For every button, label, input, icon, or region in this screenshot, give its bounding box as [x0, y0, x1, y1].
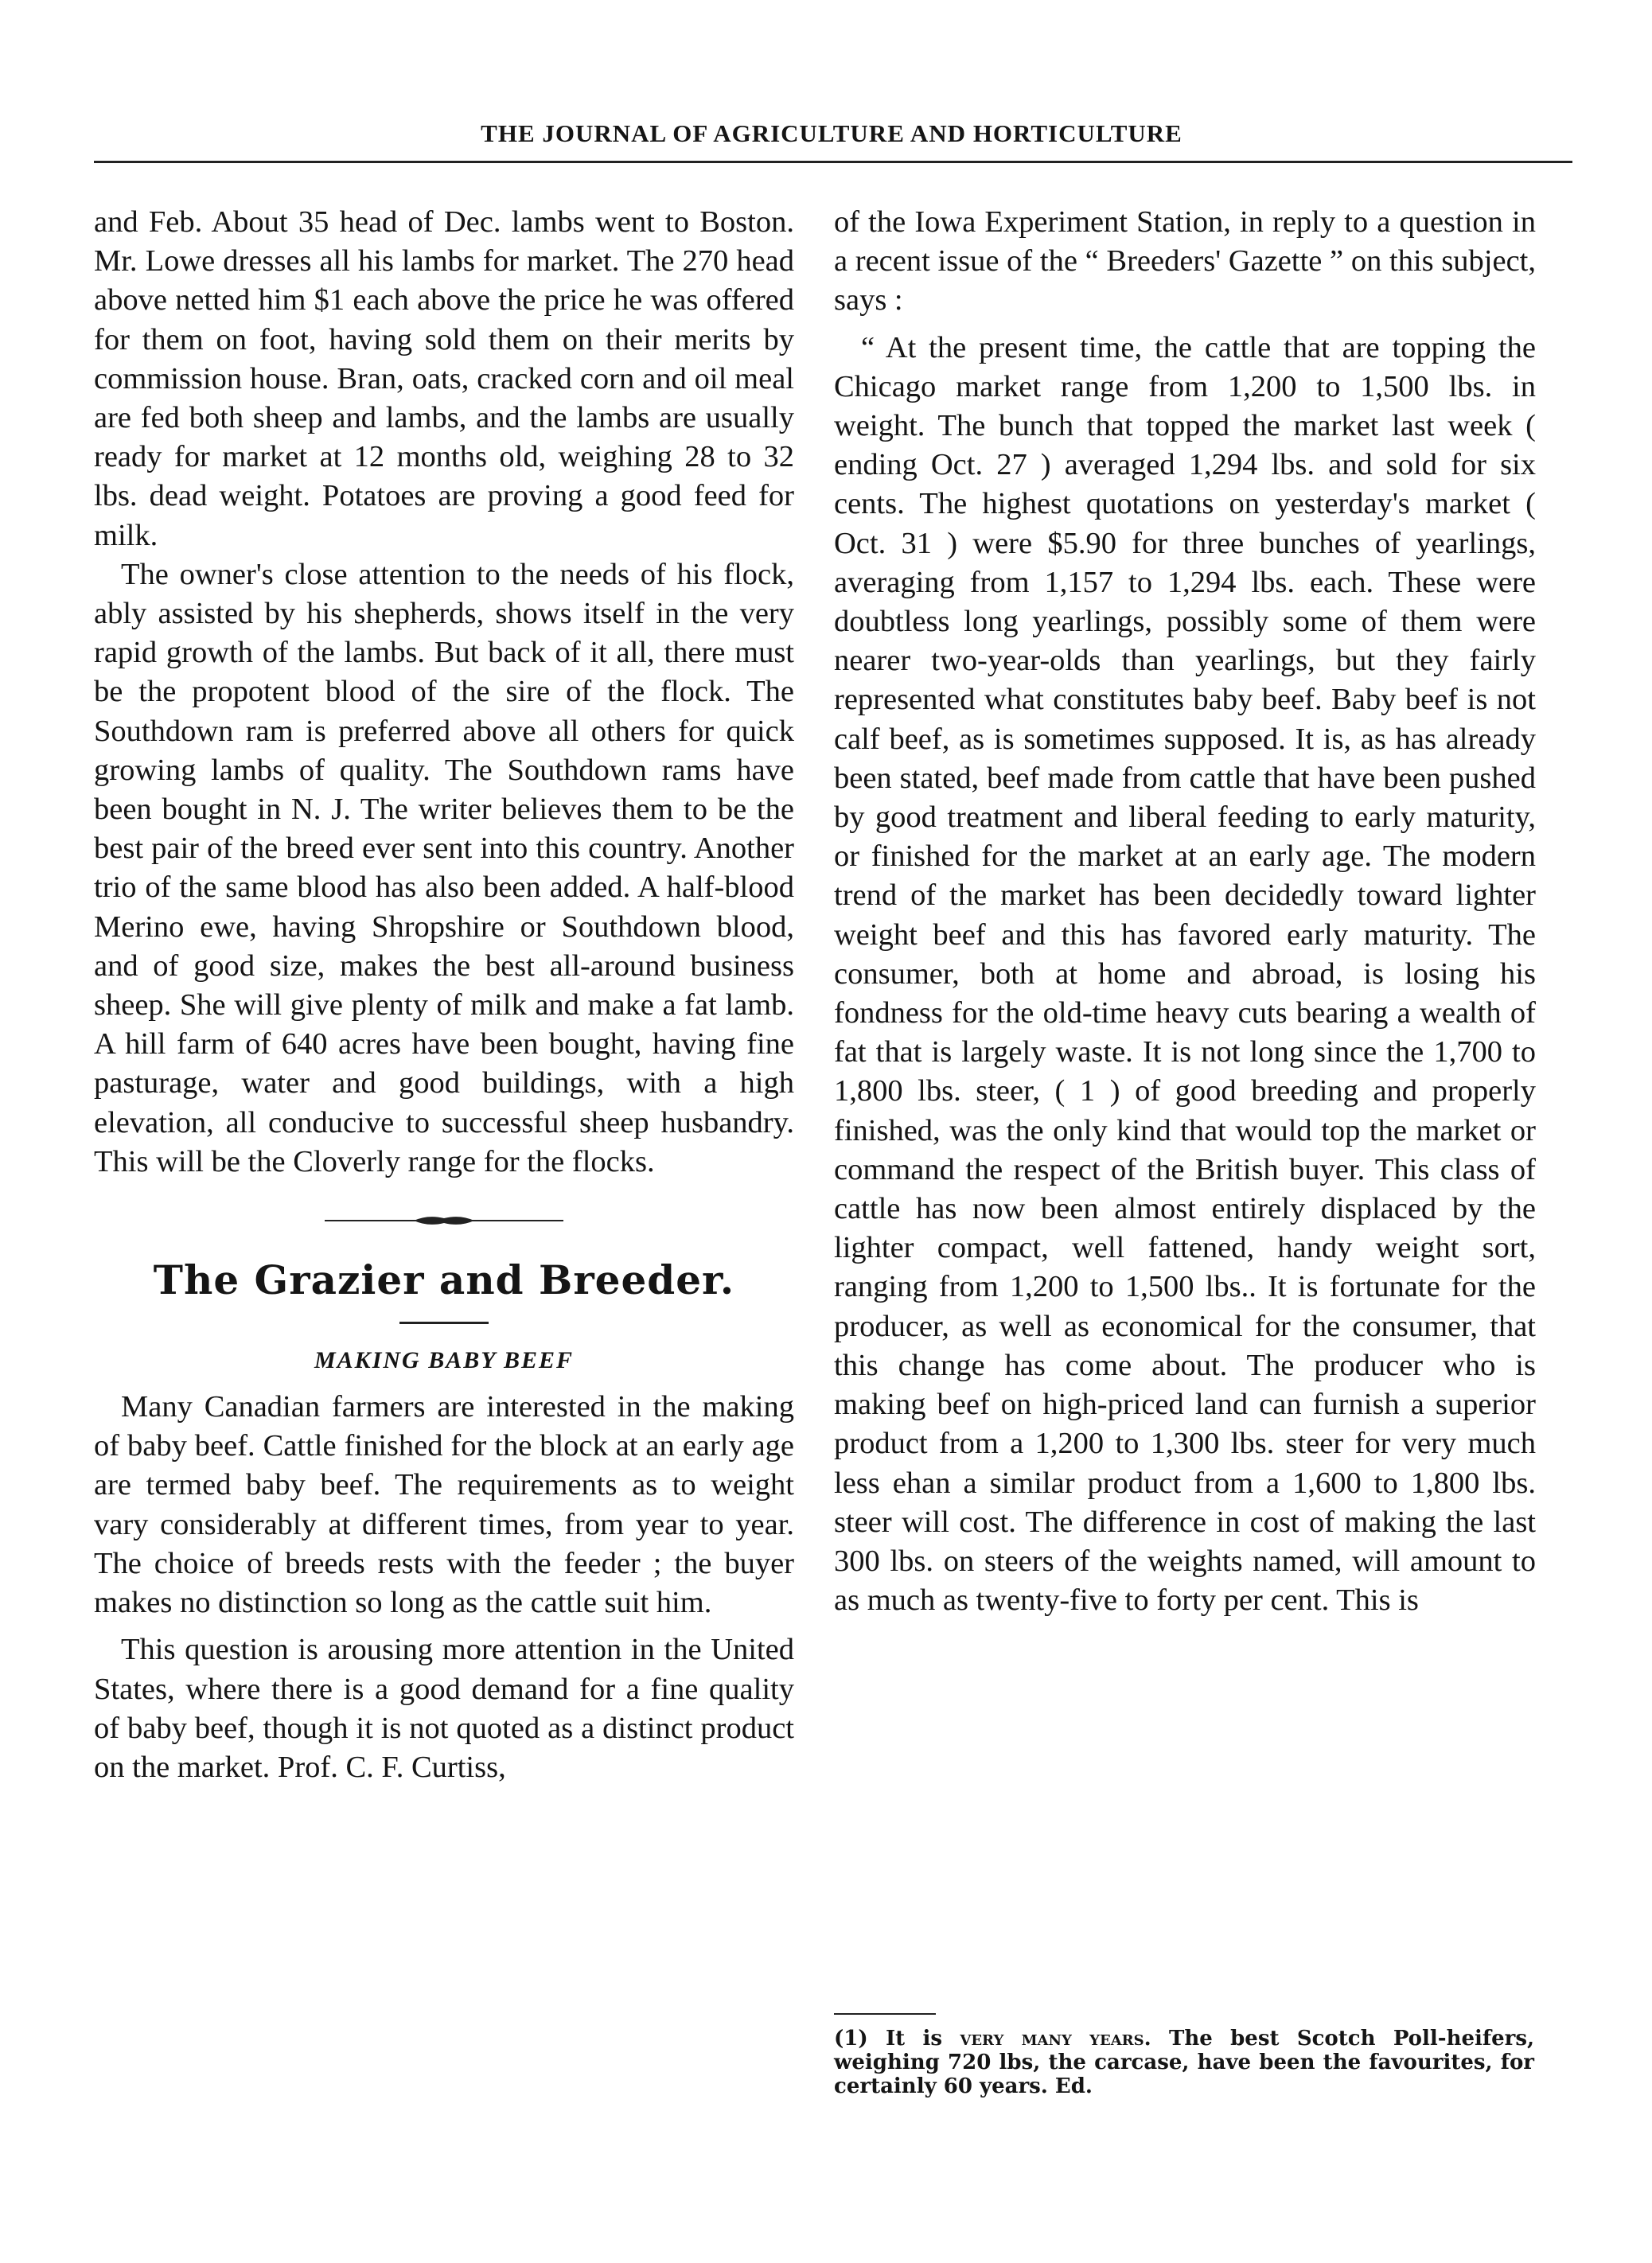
section-divider-ornament: [325, 1213, 563, 1228]
footnote-text: The best Scotch Poll-heifers, weighing 720 lbs, the carcase, have been the favourites, for certainly 60 years. Ed.: [834, 2027, 1535, 2098]
footnote-small-caps: very many years.: [960, 2027, 1151, 2051]
section-rule: [399, 1322, 489, 1324]
article-title: MAKING BABY BEEF: [314, 1347, 574, 1374]
paragraph-flock-care: The owner's close attention to the needs of his flock, ably assisted by his shepherds, shows itself in the very rapid growth of the lambs. But back of it all, there must be the propotent blood of the sire of the flock. The Southdown ram is preferred above all others for quick growing lambs of quality. The Southdown rams have been bought in N. J. The writer believes them to be the best pair of the breed ever sent into this country. Another trio of the same blood has also been added. A half-blood Merino ewe, having Shropshire or Southdown blood, and of good size, makes the best all-around business sheep. She will give plenty of milk and make a fat lamb. A hill farm of 640 acres have been bought, having fine pasturage, water and good buildings, with a high elevation, all conducive to successful sheep husbandry. This will be the Cloverly range for the flocks.: [94, 557, 794, 1178]
paragraph-sheep-feeding: and Feb. About 35 head of Dec. lambs went to Boston. Mr. Lowe dresses all his lambs for market. The 270 head above netted him $1 each above the price he was offered for them on foot, having sold them on their merits by commission house. Bran, oats, cracked corn and oil meal are fed both sheep and lambs, and the lambs are usually ready for market at 12 months old, weighing 28 to 32 lbs. dead weight. Potatoes are proving a good feed for milk.: [94, 205, 794, 552]
paragraph-baby-beef-intro: Many Canadian farmers are interested in the making of baby beef. Cattle finished for the block at an early age are termed baby beef. The requirements as to weight vary considerably at different times, from year to year. The choice of breeds rests with the feeder ; the buyer makes no distinction so long as the cattle suit him.: [94, 1390, 794, 1620]
footnote-rule: [834, 2013, 936, 2015]
paragraph-us-demand: This question is arousing more attention in the United States, where there is a good demand for a fine quality of baby beef, though it is not quoted as a distinct product on the market. Prof. C. F. Curtiss,: [94, 1633, 794, 1784]
section-heading: The Grazier and Breeder.: [153, 1256, 735, 1304]
footnote: [834, 2027, 1534, 2098]
right-column: [834, 203, 1536, 1620]
header-rule: [94, 161, 1572, 163]
left-column: [94, 203, 794, 1787]
paragraph-chicago-market: “ At the present time, the cattle that are topping the Chicago market range from 1,200 to 1,500 lbs. in weight. The bunch that topped the market last week ( ending Oct. 27 ) averaged 1,294 lbs. and sold for six cents. The highest quotations on yesterday's market ( Oct. 31 ) were $5.90 for three bunches of yearlings, averaging from 1,157 to 1,294 lbs. each. These were doubtless long yearlings, possibly some of them were nearer two-year-olds than yearlings, but they fairly represented what constitutes baby beef. Baby beef is not calf beef, as is sometimes supposed. It is, as has already been stated, beef made from cattle that have been pushed by good treatment and liberal feeding to early maturity, or finished for the market at an early age. The modern trend of the market has been decidedly toward lighter weight beef and this has favored early maturity. The consumer, both at home and abroad, is losing his fondness for the old-time heavy cuts bearing a wealth of fat that is largely waste. It is not long since the 1,700 to 1,800 lbs. steer, ( 1 ) of good breeding and properly finished, was the only kind that would top the market or command the respect of the British buyer. This class of cattle has now been almost entirely displaced by the lighter compact, well fattened, handy weight sort, ranging from 1,200 to 1,500 lbs.. It is fortunate for the producer, as well as economical for the consumer, that this change has come about. The producer who is making beef on high-priced land can furnish a superior product from a 1,200 to 1,300 lbs. steer for very much less ehan a similar product from a 1,600 to 1,800 lbs. steer will cost. The difference in cost of making the last 300 lbs. on steers of the weights named, will amount to as much as twenty-five to forty per cent. This is: [834, 330, 1536, 1618]
running-head: THE JOURNAL OF AGRICULTURE AND HORTICULTURE: [481, 119, 1183, 147]
footnote-marker: (1) It is: [834, 2027, 943, 2051]
paragraph-iowa-station: of the Iowa Experiment Station, in reply to a question in a recent issue of the “ Breeders' Gazette ” on this subject, says :: [834, 205, 1536, 317]
